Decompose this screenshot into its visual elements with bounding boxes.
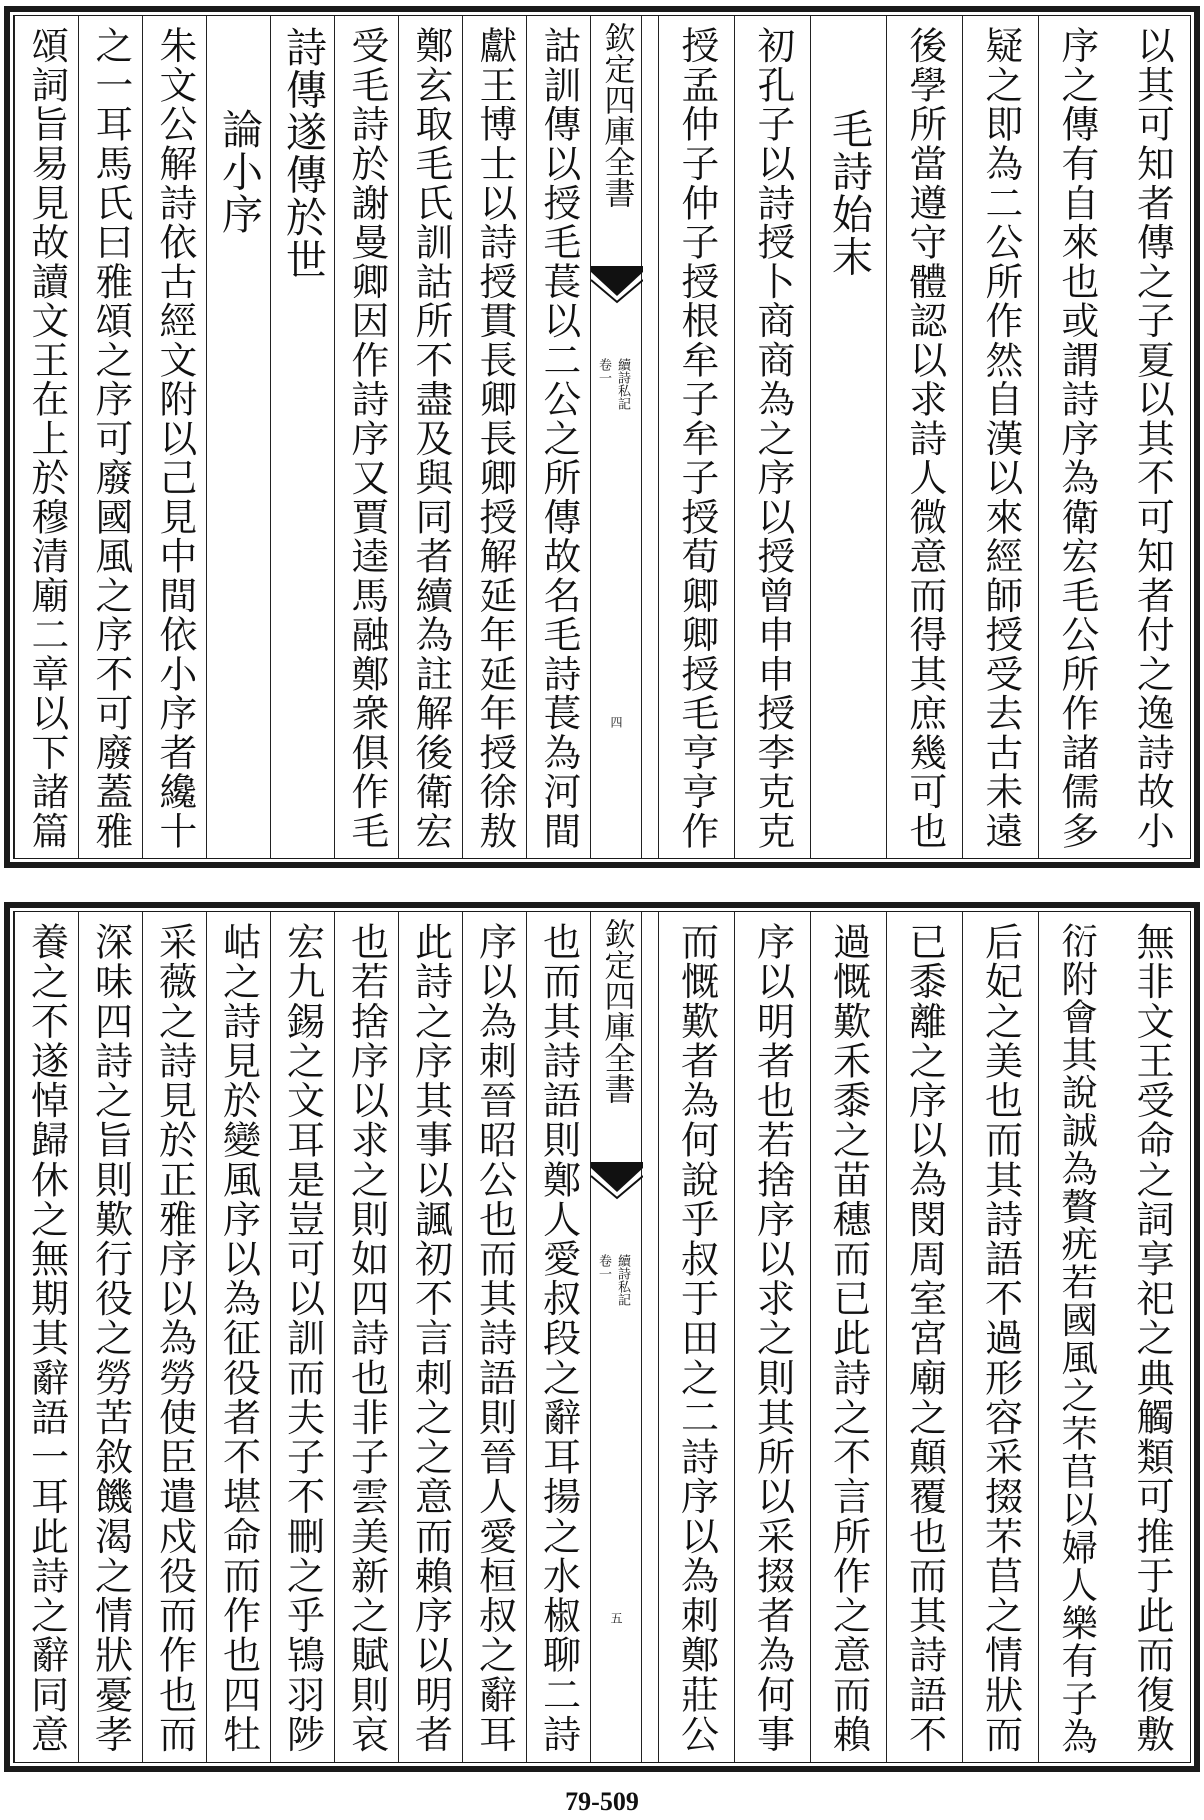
text-column [206,16,270,858]
column-text: 疑之即為二公所作然自漢以來經師授受去古未遠 [979,26,1024,851]
gutter-title: 欽定四庫全書 [598,918,635,1104]
text-column [334,912,398,1762]
column-text: 已黍離之序以為閔周室宮廟之顛覆也而其詩語不 [902,922,947,1755]
column-text: 受毛詩於謝曼卿因作詩序又賈逵馬融鄭衆俱作毛 [345,26,390,851]
text-column [270,16,334,858]
gutter-juan: 卷一 [596,1254,611,1280]
fish-tail-mark [591,1162,643,1202]
top-page [0,6,1204,868]
column-text: 序之傳有自來也或謂詩序為衛宏毛公所作諸儒多 [1055,26,1100,851]
text-column [962,16,1038,858]
text-column [334,16,398,858]
bottom-page [0,902,1204,1772]
column-text: 采薇之詩見於正雅序以為勞使臣遣戍役而作也而 [152,922,197,1755]
fish-tail-mark [591,266,643,306]
text-column [734,16,810,858]
section-heading: 論小序 [215,108,263,236]
column-text: 朱文公解詩依古經文附以己見中間依小序者纔十 [153,26,198,851]
text-column [78,912,142,1762]
text-column [810,912,886,1762]
text-column [962,912,1038,1762]
column-text: 也而其詩語則鄭人愛叔段之辭耳揚之水椒聊二詩 [536,922,581,1755]
column-text: 后妃之美也而其詩語不過形容采掇芣苢之情狀而 [978,922,1023,1755]
column-text: 養之不遂悼歸休之無期其辭語一耳此詩之辭同意 [24,922,69,1755]
text-column [142,912,206,1762]
text-column [398,912,462,1762]
column-text: 詩傳遂傳於世 [279,26,327,281]
text-column [734,912,810,1762]
column-text: 宏九錫之文耳是豈可以訓而夫子不刪之乎鴇羽陟 [280,922,325,1755]
gutter-book-title: 續詩私記 [615,358,630,410]
section-heading: 毛詩始末 [825,108,873,278]
bottom-page-gutter [590,912,642,1762]
text-column [658,912,734,1762]
column-text: 序以明者也若捨序以求之則其所以采掇者為何事 [750,922,795,1755]
column-text: 頌詞旨易見故讀文王在上於穆清廟二章以下諸篇 [25,26,70,851]
column-text: 過慨歎禾黍之苗穗而已此詩之不言所作之意而賴 [826,922,871,1755]
column-text: 也若捨序以求之則如四詩也非子雲美新之賦則哀 [344,922,389,1755]
text-column [658,16,734,858]
text-column [526,16,590,858]
column-text: 此詩之序其事以諷初不言刺之之意而賴序以明者 [408,922,453,1755]
text-column [1114,16,1190,858]
bottom-page-outer-border [4,902,1200,1772]
top-page-gutter [590,16,642,858]
column-text: 授孟仲子仲子授根牟子牟子授荀卿卿授毛亨亨作 [675,26,720,851]
gutter-title: 欽定四庫全書 [598,22,635,208]
text-column [206,912,270,1762]
text-column [462,912,526,1762]
text-column [78,16,142,858]
column-text: 深味四詩之旨則歎行役之勞苦敘饑渴之情狀憂孝 [88,922,133,1755]
gutter-page-number: 五 [609,1612,623,1624]
column-text: 衍附會其說誠為贅疣若國風之芣苢以婦人樂有子為 [1055,922,1099,1756]
text-column [1038,912,1114,1762]
gutter-book-title: 續詩私記 [615,1254,630,1306]
gutter-page-number: 四 [609,716,623,728]
column-text: 無非文王受命之詞享祀之典觸類可推于此而復敷 [1130,922,1175,1755]
text-column [886,912,962,1762]
text-column [886,16,962,858]
text-column [142,16,206,858]
column-text: 獻王博士以詩授貫長卿長卿授解延年延年授徐敖 [473,26,518,851]
column-text: 初孔子以詩授卜商商為之序以授曾申申授李克克 [751,26,796,851]
text-column [462,16,526,858]
column-text: 而慨歎者為何說乎叔于田之二詩序以為刺鄭莊公 [674,922,719,1755]
text-column [270,912,334,1762]
text-column [810,16,886,858]
text-column [1038,16,1114,858]
text-column [398,16,462,858]
column-text: 以其可知者傳之子夏以其不可知者付之逸詩故小 [1130,26,1175,851]
column-text: 後學所當遵守體認以求詩人微意而得其庶幾可也 [903,26,948,851]
column-text: 之一耳馬氏曰雅頌之序可廢國風之序不可廢蓋雅 [89,26,134,851]
text-column [526,912,590,1762]
column-text: 岵之詩見於變風序以為征役者不堪命而作也四牡 [216,922,261,1755]
text-column [14,16,78,858]
text-column [14,912,78,1762]
column-text: 序以為刺晉昭公也而其詩語則晉人愛桓叔之辭耳 [472,922,517,1755]
bottom-page-text-block [13,911,1191,1763]
column-text: 鄭玄取毛氏訓詁所不盡及與同者續為註解後衛宏 [409,26,454,851]
top-page-outer-border [4,6,1200,868]
text-column [1114,912,1190,1762]
page-footer-label: 79-509 [565,1787,639,1816]
top-page-text-block [13,15,1191,859]
column-text: 詁訓傳以授毛萇以二公之所傳故名毛詩萇為河間 [537,26,582,851]
gutter-juan: 卷一 [596,358,611,384]
